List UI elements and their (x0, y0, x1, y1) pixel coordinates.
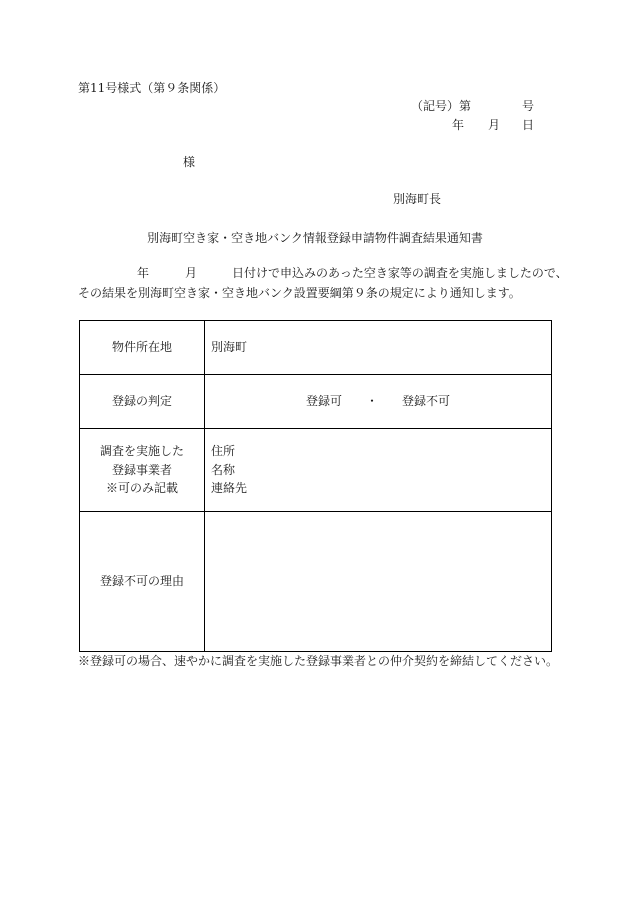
date-day: 日 (522, 118, 535, 132)
surveying-operator-label-line-2: 登録事業者 (111, 462, 172, 477)
rejection-reason-label-cell (80, 512, 205, 652)
document-number-suffix: 号 (522, 99, 535, 113)
body-line-2: その結果を別海町空き家・空き地バンク設置要綱第９条の規定により通知します。 (78, 286, 521, 300)
form-number: 第11号様式（第９条関係） (78, 81, 226, 95)
body-line-1: 日付けで申込みのあった空き家等の調査を実施しましたので、 (232, 266, 568, 280)
rejection-reason-label: 登録不可の理由 (99, 574, 184, 589)
operator-address-label: 住所 (211, 444, 236, 459)
option-approved: 登録可 (305, 394, 342, 409)
property-location-label-cell (80, 321, 205, 375)
surveying-operator-label-note: ※可のみ記載 (105, 481, 178, 496)
rejection-reason-value-cell (205, 512, 552, 652)
footnote: ※登録可の場合、速やかに調査を実施した登録事業者との仲介契約を締結してください。 (78, 654, 559, 668)
body-month: 月 (185, 266, 198, 280)
property-location-label: 物件所在地 (111, 340, 172, 355)
operator-name-label: 名称 (211, 462, 236, 477)
property-location-value-cell (205, 321, 552, 375)
registration-decision-label-cell (80, 375, 205, 429)
option-rejected: 登録不可 (402, 394, 451, 409)
document-title: 別海町空き家・空き地バンク情報登録申請物件調査結果通知書 (147, 231, 483, 245)
surveying-operator-value-cell (205, 429, 552, 512)
document-number-label: （記号）第 (411, 99, 472, 113)
operator-contact-label: 連絡先 (211, 481, 248, 496)
sender: 別海町長 (393, 192, 442, 206)
addressee-suffix: 様 (183, 155, 196, 169)
result-table (79, 320, 552, 652)
surveying-operator-label-line-1: 調査を実施した (99, 444, 184, 459)
date-month: 月 (488, 118, 501, 132)
date-year: 年 (452, 118, 465, 132)
option-separator: ・ (365, 394, 378, 409)
registration-decision-value-cell (205, 375, 552, 429)
registration-decision-label: 登録の判定 (111, 394, 172, 409)
property-location-value: 別海町 (211, 340, 248, 355)
body-year: 年 (137, 266, 150, 280)
surveying-operator-label-cell (80, 429, 205, 512)
